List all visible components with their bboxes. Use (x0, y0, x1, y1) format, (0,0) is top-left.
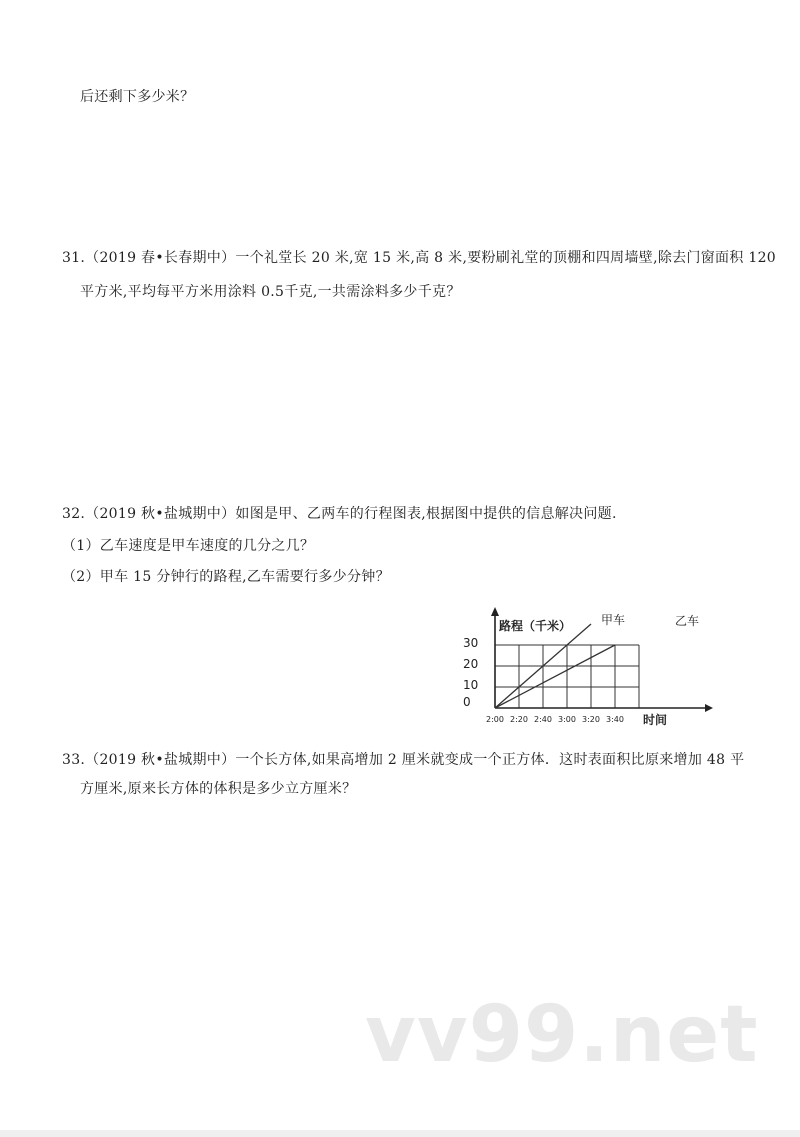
chart-grid (495, 645, 639, 708)
y-tick-label: 30 (463, 636, 479, 650)
question-32-sub-2: （2）甲车 15 分钟行的路程,乙车需要行多少分钟？ (62, 569, 390, 585)
y-tick-label: 0 (463, 695, 471, 709)
y-tick-label: 10 (463, 678, 479, 692)
question-30-tail: 后还剩下多少米？ (80, 89, 195, 105)
y-axis-arrow (491, 607, 499, 616)
x-tick-label: 3:40 (606, 715, 624, 724)
x-tick-label: 2:20 (510, 715, 528, 724)
x-tick-label: 3:20 (582, 715, 600, 724)
question-31-line-2: 平方米,平均每平方米用涂料 0.5千克,一共需涂料多少千克？ (80, 284, 461, 300)
question-32-sub-1: （1）乙车速度是甲车速度的几分之几？ (62, 538, 315, 554)
x-tick-label: 2:40 (534, 715, 552, 724)
x-tick-label: 2:00 (486, 715, 504, 724)
page-bottom-edge (0, 1130, 800, 1137)
question-33-line-2: 方厘米,原来长方体的体积是多少立方厘米？ (80, 781, 357, 797)
watermark: vv99.net (365, 990, 759, 1080)
series-label-car-jia: 甲车 (601, 613, 626, 627)
y-tick-label: 20 (463, 657, 479, 671)
x-tick-label: 3:00 (558, 715, 576, 724)
question-33-line-1: 33.（2019 秋•盐城期中）一个长方体,如果高增加 2 厘米就变成一个正方体．这时表面积比原来增加 48 平 (62, 752, 745, 768)
question-31-line-1: 31.（2019 春•长春期中）一个礼堂长 20 米,宽 15 米,高 8 米,要粉刷礼堂的顶棚和四周墙壁,除去门窗面积 120 (62, 250, 777, 266)
x-axis-arrow (705, 704, 713, 712)
chart-labels (499, 613, 699, 727)
travel-distance-chart (455, 598, 720, 738)
series-line-car-yi (495, 645, 615, 708)
y-axis-label: 路程（千米） (499, 619, 572, 633)
question-32-line-1: 32.（2019 秋•盐城期中）如图是甲、乙两车的行程图表,根据图中提供的信息解决问题. (62, 506, 617, 522)
series-label-car-yi: 乙车 (675, 614, 700, 628)
x-axis-label: 时间 (643, 713, 668, 727)
